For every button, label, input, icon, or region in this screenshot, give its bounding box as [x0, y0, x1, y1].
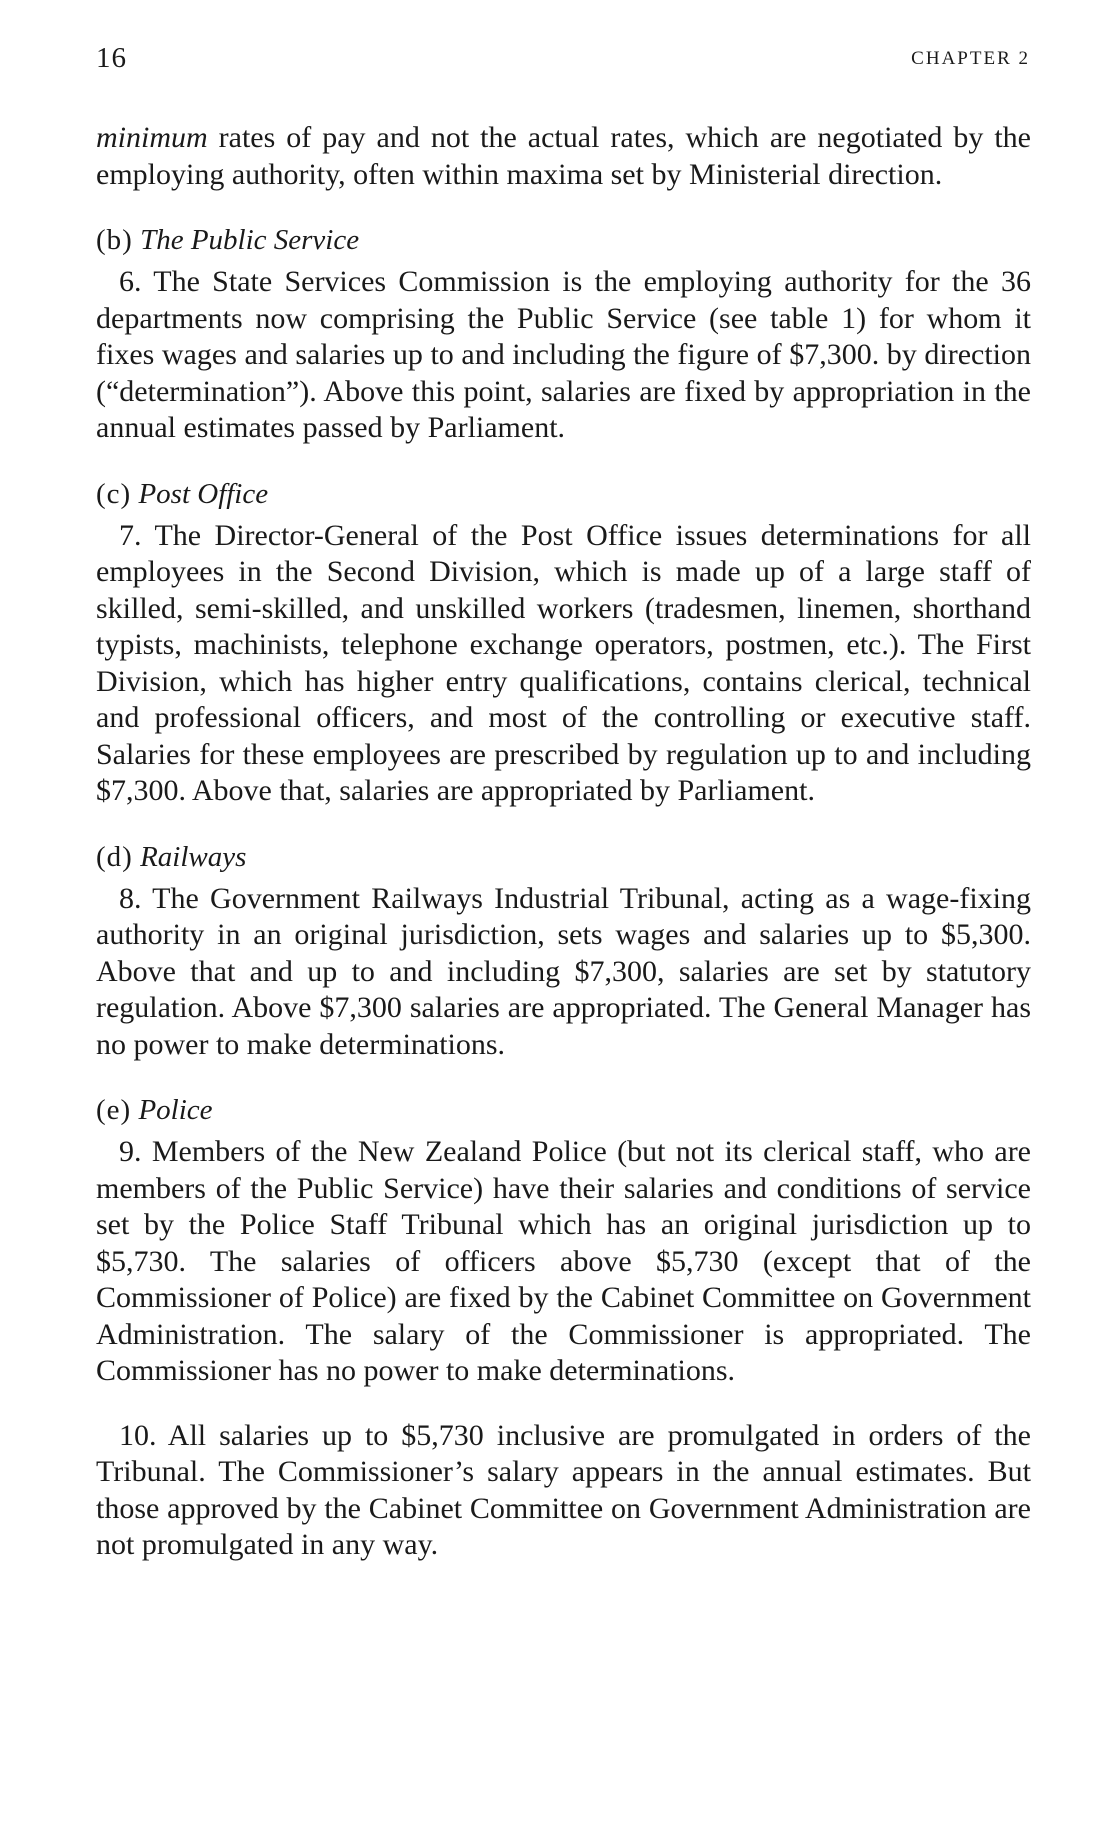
section-heading-c: [96, 476, 1031, 512]
paragraph-6: 6. The State Services Commission is the employing authority for the 36 departments now comprising the Public Service (see table 1) for whom it fixes wages and salaries up to and including the figure of $7,300. by direction (“determination”). Above this point, salaries are fixed by appropriation in the annual estimates passed by Parliament.: [96, 265, 1031, 444]
section-heading-e: [96, 1092, 1031, 1128]
paragraph-10: 10. All salaries up to $5,730 inclusive are promulgated in orders of the Tribunal. The Commissioner’s salary appears in the annual estimates. But those approved by the Cabinet Committee on Government Administration are not promulgated in any way.: [96, 1418, 1031, 1561]
intro-italic-lead: minimum: [96, 121, 208, 154]
section-letter: (b): [96, 224, 133, 256]
section-letter: (c): [96, 477, 132, 510]
paragraph-8: 8. The Government Railways Industrial Tribunal, acting as a wage-fixing authority in an original jurisdiction, sets wages and salaries up to $5,300. Above that and up to and including $7,300, salaries are set by statutory regulation. Above $7,300 salaries are appropriated. The General Manager has no power to make determinations.: [96, 881, 1031, 1061]
section-heading-d: [96, 839, 1031, 875]
section-heading-b: [96, 222, 1031, 258]
section-title: Post Office: [138, 477, 269, 510]
paragraph-9: 9. Members of the New Zealand Police (but not its clerical staff, who are members of the Public Service) have their salaries and conditions of service set by the Police Staff Tribunal which has an original jurisdiction up to $5,730. The salaries of officers above $5,730 (except that of the Commissioner of Police) are fixed by the Cabinet Committee on Government Administration. The salary of the Commissioner is appropriated. The Commissioner has no power to make determinations.: [96, 1135, 1031, 1387]
intro-text: rates of pay and not the actual rates, which are negotiated by the employing authority, often within maxima set by Ministerial direction.: [96, 121, 1031, 191]
section-letter: (d): [96, 840, 133, 873]
intro-paragraph: [96, 120, 1031, 193]
running-head: CHAPTER 2: [911, 48, 1030, 69]
section-title: The Public Service: [140, 224, 360, 256]
section-title: Railways: [140, 840, 247, 873]
section-letter: (e): [96, 1094, 132, 1126]
body-text: [96, 120, 1031, 1564]
section-title: Police: [138, 1094, 213, 1126]
paragraph-7: 7. The Director-General of the Post Office issues determinations for all employees in the Second Division, which is made up of a large staff of skilled, semi-skilled, and unskilled workers (tradesmen, linemen, shorthand typists, machinists, telephone exchange operators, postmen, etc.). The First Division, which has higher entry qualifications, contains clerical, technical and professional officers, and most of the controlling or executive staff. Salaries for these employees are prescribed by regulation up to and including $7,300. Above that, salaries are appropriated by Parliament.: [96, 518, 1031, 807]
page-number: 16: [96, 42, 127, 74]
